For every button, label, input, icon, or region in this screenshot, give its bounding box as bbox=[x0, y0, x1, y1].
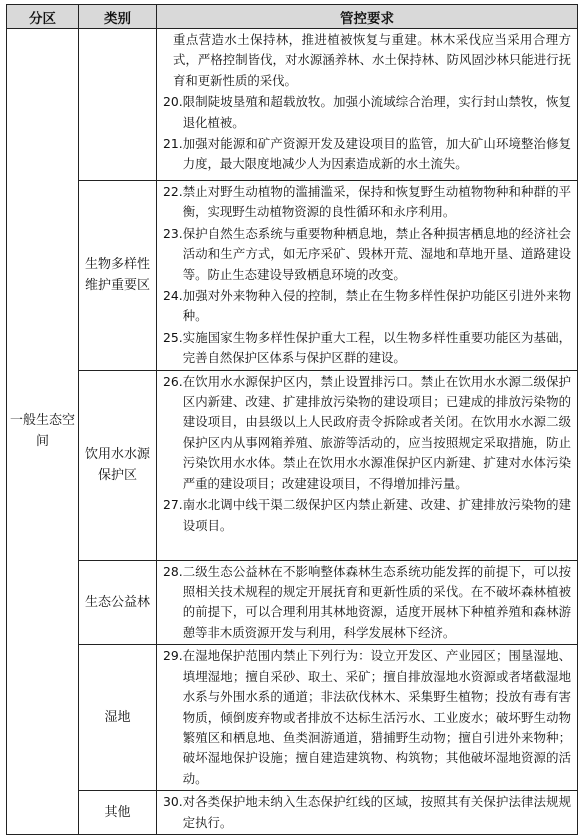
category-label: 生物多样性维护重要区 bbox=[84, 257, 150, 294]
document-page bbox=[6, 4, 577, 830]
requirement-text: 限制陡坡垦殖和超载放牧。加强小流域综合治理，实行封山禁牧，恢复退化植被。 bbox=[182, 94, 571, 130]
table-row bbox=[7, 370, 578, 560]
requirement-item bbox=[163, 328, 571, 369]
category-label: 饮用水水源保护区 bbox=[84, 447, 150, 484]
category-cell bbox=[79, 370, 157, 560]
requirements-cell bbox=[157, 560, 578, 645]
requirement-number: 27. bbox=[163, 497, 183, 513]
requirement-text: 加强对能源和矿产资源开发及建设项目的监管，加大矿山环境整治修复力度，最大限度地减少人为因素造成新的水土流失。 bbox=[182, 136, 571, 172]
requirement-number: 22. bbox=[163, 184, 183, 199]
requirement-item bbox=[163, 30, 571, 91]
category-label: 其他 bbox=[104, 805, 131, 821]
requirement-list bbox=[157, 29, 577, 175]
requirement-list bbox=[157, 181, 577, 369]
zone-cell bbox=[7, 29, 79, 835]
requirement-number: 26. bbox=[163, 373, 183, 389]
requirements-cell bbox=[157, 791, 578, 835]
requirement-item bbox=[163, 182, 571, 223]
requirements-cell bbox=[157, 29, 578, 181]
requirement-text: 在湿地保护范围内禁止下列行为：设立开发区、产业园区；围垦湿地、填埋湿地；擅自采砂、取土、采矿；擅自排放湿地水资源或者堵截湿地水系与外围水系的通道；非法砍伐林木、采集野生植物；投放有毒有害物质，倾倒废弃物或者排放不达标生活污水、工业废水；破坏野生动物繁殖区和栖息地、鱼类洄游通道，猎捕野生动物；擅自引进外来物种；破坏湿地保护设施；擅自建造建筑物、构筑物；其他破坏湿地资源的活动。 bbox=[182, 648, 571, 786]
category-cell bbox=[79, 29, 157, 181]
requirement-text: 实施国家生物多样性保护重大工程，以生物多样性重要功能区为基础，完善自然保护区体系与保护区群的建设。 bbox=[182, 329, 571, 366]
requirement-text: 重点营造水土保持林，推进植被恢复与重建。林木采伐应当采用合理方式，严格控制皆伐，对水源涵养林、水土保持林、防风固沙林只能进行抚育和更新性质的采伐。 bbox=[173, 32, 571, 88]
requirement-item bbox=[163, 92, 571, 133]
requirement-number: 21. bbox=[163, 136, 183, 152]
requirement-number: 30. bbox=[163, 794, 183, 810]
header-requirements: 管控要求 bbox=[157, 5, 578, 29]
requirement-item bbox=[163, 286, 571, 327]
requirement-text: 对各类保护地未纳入生态保护红线的区域，按照其有关保护法律法规规定执行。 bbox=[182, 794, 571, 830]
requirements-cell bbox=[157, 370, 578, 560]
header-zone: 分区 bbox=[7, 5, 79, 29]
requirement-item bbox=[163, 372, 571, 494]
requirement-text: 二级生态公益林在不影响整体森林生态系统功能发挥的前提下，可以按照相关技术规程的规定开展抚育和更新性质的采伐。在不破坏森林植被的前提下，可以合理利用其林地资源，适度开展林下种植养殖和森林游憩等非木质资源开发与利用，科学发展林下经济。 bbox=[182, 563, 571, 640]
requirement-list bbox=[157, 645, 577, 789]
regulation-table bbox=[6, 4, 578, 835]
category-cell bbox=[79, 560, 157, 645]
requirement-text: 保护自然生态系统与重要物种栖息地，禁止各种损害栖息地的经济社会活动和生产方式，如无序采矿、毁林开荒、湿地和草地开垦、道路建设等。防止生态建设导致栖息环境的改变。 bbox=[182, 225, 571, 282]
table-row bbox=[7, 181, 578, 371]
requirement-item bbox=[163, 134, 571, 175]
table-row bbox=[7, 560, 578, 645]
requirement-item bbox=[163, 224, 571, 285]
zone-label: 一般生态空间 bbox=[9, 413, 75, 450]
requirement-text: 禁止对野生动植物的滥捕滥采，保持和恢复野生动植物物种和种群的平衡，实现野生动植物资源的良性循环和永序利用。 bbox=[182, 184, 571, 220]
table-header-row bbox=[7, 5, 578, 29]
requirement-number: 29. bbox=[163, 648, 183, 664]
requirement-item bbox=[163, 562, 571, 644]
requirement-number: 24. bbox=[163, 288, 183, 304]
requirement-list bbox=[157, 561, 577, 644]
requirement-list bbox=[157, 371, 577, 536]
requirement-text: 南水北调中线干渠二级保护区内禁止新建、改建、扩建排放污染物的建设项目。 bbox=[182, 497, 571, 533]
requirement-item bbox=[163, 646, 571, 789]
requirement-list bbox=[157, 791, 577, 833]
category-label: 湿地 bbox=[104, 710, 131, 726]
table-row bbox=[7, 791, 578, 835]
table-row bbox=[7, 645, 578, 791]
requirement-text: 在饮用水水源保护区内，禁止设置排污口。禁止在饮用水水源二级保护区内新建、改建、扩建排放污染物的建设项目；已建成的排放污染物的建设项目，由县级以上人民政府责令拆除或者关闭。在饮用水水源二级保护区内从事网箱养殖、旅游等活动的，应当按照规定采取措施，防止污染饮用水水体。禁止在饮用水水源准保护区内新建、扩建对水体污染严重的建设项目；改建建设项目，不得增加排污量。 bbox=[182, 373, 571, 491]
requirement-number: 23. bbox=[163, 225, 183, 241]
requirement-number: 25. bbox=[163, 329, 183, 345]
requirement-item bbox=[163, 792, 571, 833]
table-row bbox=[7, 29, 578, 181]
requirements-cell bbox=[157, 645, 578, 791]
requirement-item bbox=[163, 495, 571, 536]
requirement-number: 20. bbox=[163, 94, 183, 110]
table-body bbox=[7, 29, 578, 835]
requirement-number: 28. bbox=[163, 563, 183, 579]
category-cell bbox=[79, 645, 157, 791]
category-label: 生态公益林 bbox=[84, 594, 150, 610]
requirements-cell bbox=[157, 181, 578, 371]
requirement-text: 加强对外来物种入侵的控制，禁止在生物多样性保护功能区引进外来物种。 bbox=[182, 288, 571, 324]
header-category: 类别 bbox=[79, 5, 157, 29]
category-cell bbox=[79, 181, 157, 371]
category-cell bbox=[79, 791, 157, 835]
